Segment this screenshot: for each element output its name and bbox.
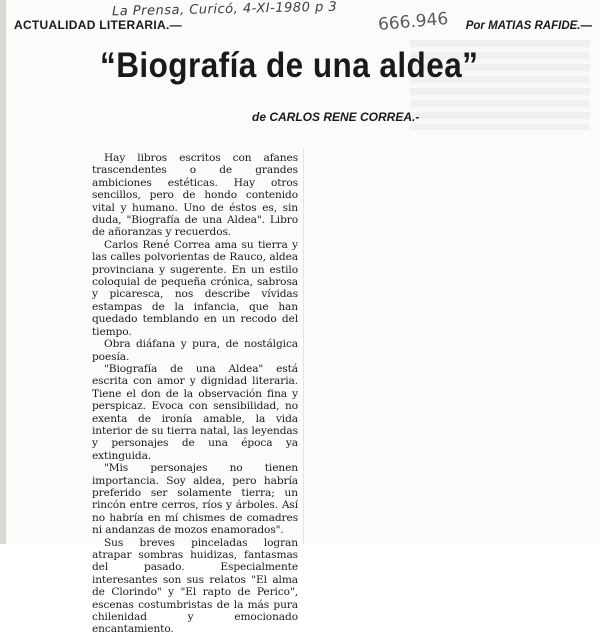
paragraph: Sus breves pinceladas logran atrapar sombras huidizas, fantasmas del pasado. Especialmente interesantes son sus relatos "El alma de Clorindo" y "El rapto de Perico", escenas costumbristas de la más pura chilenidad y emocionado encantamiento. [92,536,298,636]
paragraph: Hay libros escritos con afanes trascendentes o de grandes ambiciones estéticas. Hay otros sencillos, pero de hondo contenido vital y humano. Uno de éstos es, sin duda, "Biografía de una Aldea". Libro de añoranzas y recuerdos. [92,152,298,239]
paragraph: Obra diáfana y pura, de nostálgica poesía. [92,338,298,363]
scan-edge [0,0,6,544]
handwritten-source-note: La Prensa, Curicó, 4-XI-1980 p 3 [111,0,338,20]
article-title: “Biografía de una aldea” [100,46,479,85]
catalog-number: 666.946 [377,8,450,36]
section-label: ACTUALIDAD LITERARIA.— [14,18,182,32]
article-subtitle: de CARLOS RENE CORREA.- [252,110,420,124]
article-body [92,152,298,636]
author-byline: Por MATIAS RAFIDE.— [465,20,592,32]
paragraph: "Mis personajes no tienen importancia. Soy aldea, pero habría preferido ser solamente tierra; un rincón entre cerros, ríos y árboles. Así no habría en mí chismes de comadres ni andanzas de mozos enamorados". [92,462,298,537]
paragraph: "Biografía de una Aldea" está escrita con amor y dignidad literaria. Tiene el don de la observación fina y perspicaz. Evoca con sensibilidad, no exenta de ironía amable, la vida interior de su tierra natal, las leyendas y personajes de una época ya extinguida. [92,362,298,462]
column-divider [303,148,304,544]
paragraph: Carlos René Correa ama su tierra y las calles polvorientas de Rauco, aldea provinciana y sugerente. En un estilo coloquial de pequeña crónica, sabrosa y picaresca, nos describe vívidas estampas de la infancia, que han quedado temblando en un recodo del tiempo. [92,238,298,338]
